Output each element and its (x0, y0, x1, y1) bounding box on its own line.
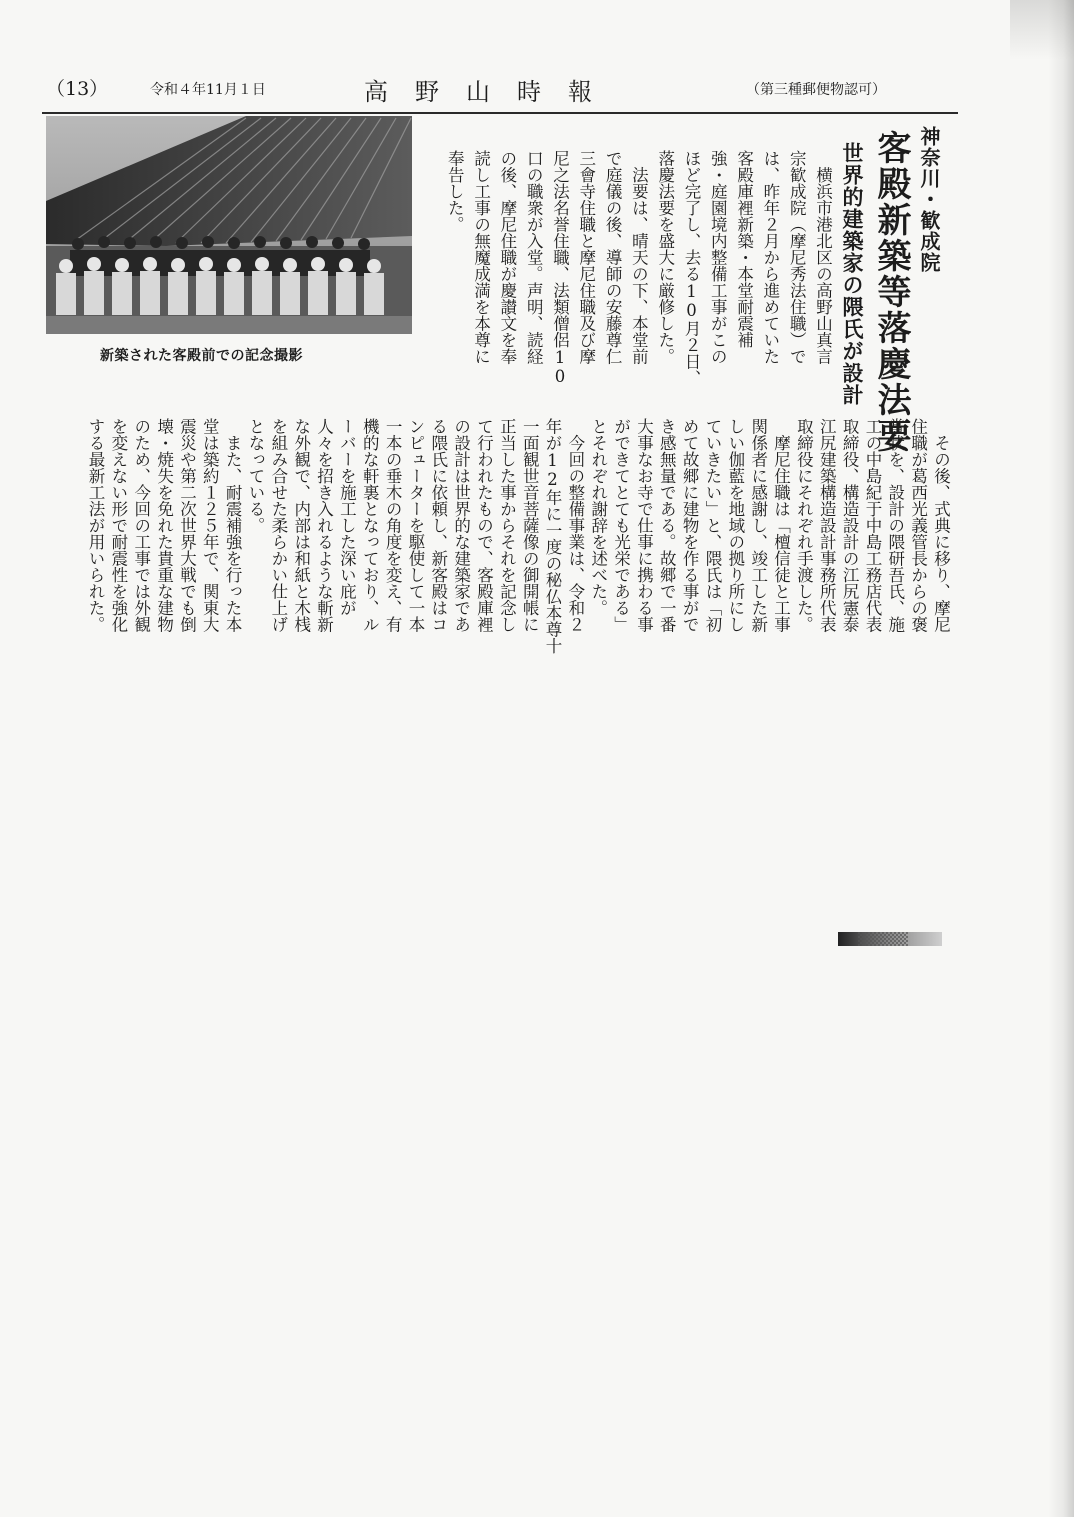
article-column-line: 年が12年に一度の秘仏本尊十 (543, 418, 563, 654)
article-column-line: 三會寺住職と摩尼住職及び摩 (576, 150, 596, 365)
article-kicker: 神奈川・歓成院 (917, 126, 941, 273)
article-column-line: な外観で、内部は和紙と木桟 (291, 418, 311, 633)
article-column-line: を組み合せた柔らかい仕上げ (268, 418, 288, 633)
article-column-line: は、昨年２月から進めていた (760, 150, 780, 365)
article-column-line: ていきたい」と、隈氏は「初 (703, 418, 722, 633)
group-photo (46, 116, 412, 334)
article-column-line: の設計は世界的な建築家であ (451, 418, 471, 633)
article-column-line: ンピューターを駆使して一本 (405, 418, 425, 633)
article-subheadline: 世界的建築家の隈氏が設計 (840, 142, 864, 406)
article-column-line: 住職が葛西光義管長からの褒 (908, 418, 928, 633)
article-column-line: とそれぞれ謝辞を述べた。 (588, 418, 608, 616)
article-column-line: 一本の垂木の角度を変え、有 (383, 418, 403, 633)
article-column-line: 人々を招き入れるような斬新 (314, 418, 334, 633)
article-column-line: 取締役にそれぞれ手渡した。 (794, 418, 814, 633)
article-column-line: 大事なお寺で仕事に携わる事 (634, 418, 654, 633)
scan-edge-shadow (1048, 0, 1074, 1517)
newspaper-title: 高野山時報 (364, 78, 619, 106)
article-column-line: 取締役、構造設計の江尻憲泰 (840, 418, 860, 633)
article-headline: 客殿新築等落慶法要 (871, 130, 911, 454)
article-column-line: 口の職衆が入堂。声明、読経 (524, 150, 544, 365)
article-column-line: 読し工事の無魔成満を本尊に (471, 150, 491, 365)
article-column-line: 壊・焼失を免れた貴重な建物 (154, 418, 174, 633)
page-header (38, 70, 958, 110)
article-column-line: 客殿庫裡新築・本堂耐震補 (734, 150, 754, 348)
article-column-line: 法要は、晴天の下、本堂前 (629, 150, 649, 365)
article-column-line: また、耐震補強を行った本 (223, 418, 243, 633)
article-column-line: 江尻建築構造設計事務所代表 (817, 418, 837, 633)
postal-permit: （第三種郵便物認可） (746, 82, 886, 98)
article-column-line: 堂は築約１２５年で、関東大 (200, 418, 220, 633)
article-column-line: ーバーを施工した深い庇が (337, 418, 357, 616)
photo-caption: 新築された客殿前での記念撮影 (100, 348, 303, 364)
article-column-line: 機的な軒裏となっており、ル (360, 418, 380, 633)
article-column-line: する最新工法が用いられた。 (86, 418, 106, 633)
article-column-line: 奉告した。 (445, 150, 465, 233)
article-column-line: 摩尼住職は「檀信徒と工事 (771, 418, 791, 633)
article-column-line: て行われたもので、客殿庫裡 (474, 418, 494, 633)
article-column-line: 一面観世音菩薩像の御開帳に (520, 418, 540, 633)
article-column-line: 今回の整備事業は、令和２ (565, 418, 585, 633)
article-column-line: を変えない形で耐震性を強化 (108, 418, 128, 633)
article-column-line: 正当した事からそれを記念し (497, 418, 517, 633)
article-column-line: 震災や第二次世界大戦でも倒 (177, 418, 197, 633)
article-column-line: その後、式典に移り、摩尼 (931, 418, 951, 633)
section-end-ornament (838, 932, 942, 946)
article-column-line: ほど完了し、去る10月２日、 (682, 150, 701, 386)
issue-date: 令和４年11月１日 (150, 82, 266, 98)
article-column-line: の後、摩尼住職が慶讃文を奉 (497, 150, 517, 365)
article-column-line: のため、今回の工事では外観 (131, 418, 151, 633)
article-column-line: 尼之法名誉住職、法類僧侶10 (550, 150, 570, 386)
article-column-line: 関係者に感謝し、竣工した新 (748, 418, 768, 633)
article-column-line: となっている。 (246, 418, 265, 534)
article-column-line: しい伽藍を地域の拠り所にし (725, 418, 745, 633)
article-column-line: 落慶法要を盛大に厳修した。 (655, 150, 675, 365)
article-column-line: 強・庭園境内整備工事がこの (708, 150, 728, 365)
page-number: （13） (46, 78, 109, 100)
article-column-line: き感無量である。故郷で一番 (657, 418, 677, 633)
article-column-line: めて故郷に建物を作る事がで (680, 418, 700, 633)
article-column-line: る隈氏に依頼し、新客殿はコ (428, 418, 448, 633)
article-column-line: ができてとても光栄である」 (611, 418, 631, 633)
scan-corner-shadow (1010, 0, 1074, 60)
header-rule (42, 112, 958, 114)
article-column-line: で庭儀の後、導師の安藤尊仁 (603, 150, 623, 365)
article-column-line: 賞状を、設計の隈研吾氏、施 (885, 418, 905, 633)
article-column-line: 宗歓成院（摩尼秀法住職）で (787, 150, 807, 365)
group-photo-drawing (46, 116, 412, 334)
article-column-line: 工の中島紀于中島工務店代表 (862, 418, 882, 633)
article-column-line: 横浜市港北区の高野山真言 (813, 150, 833, 365)
